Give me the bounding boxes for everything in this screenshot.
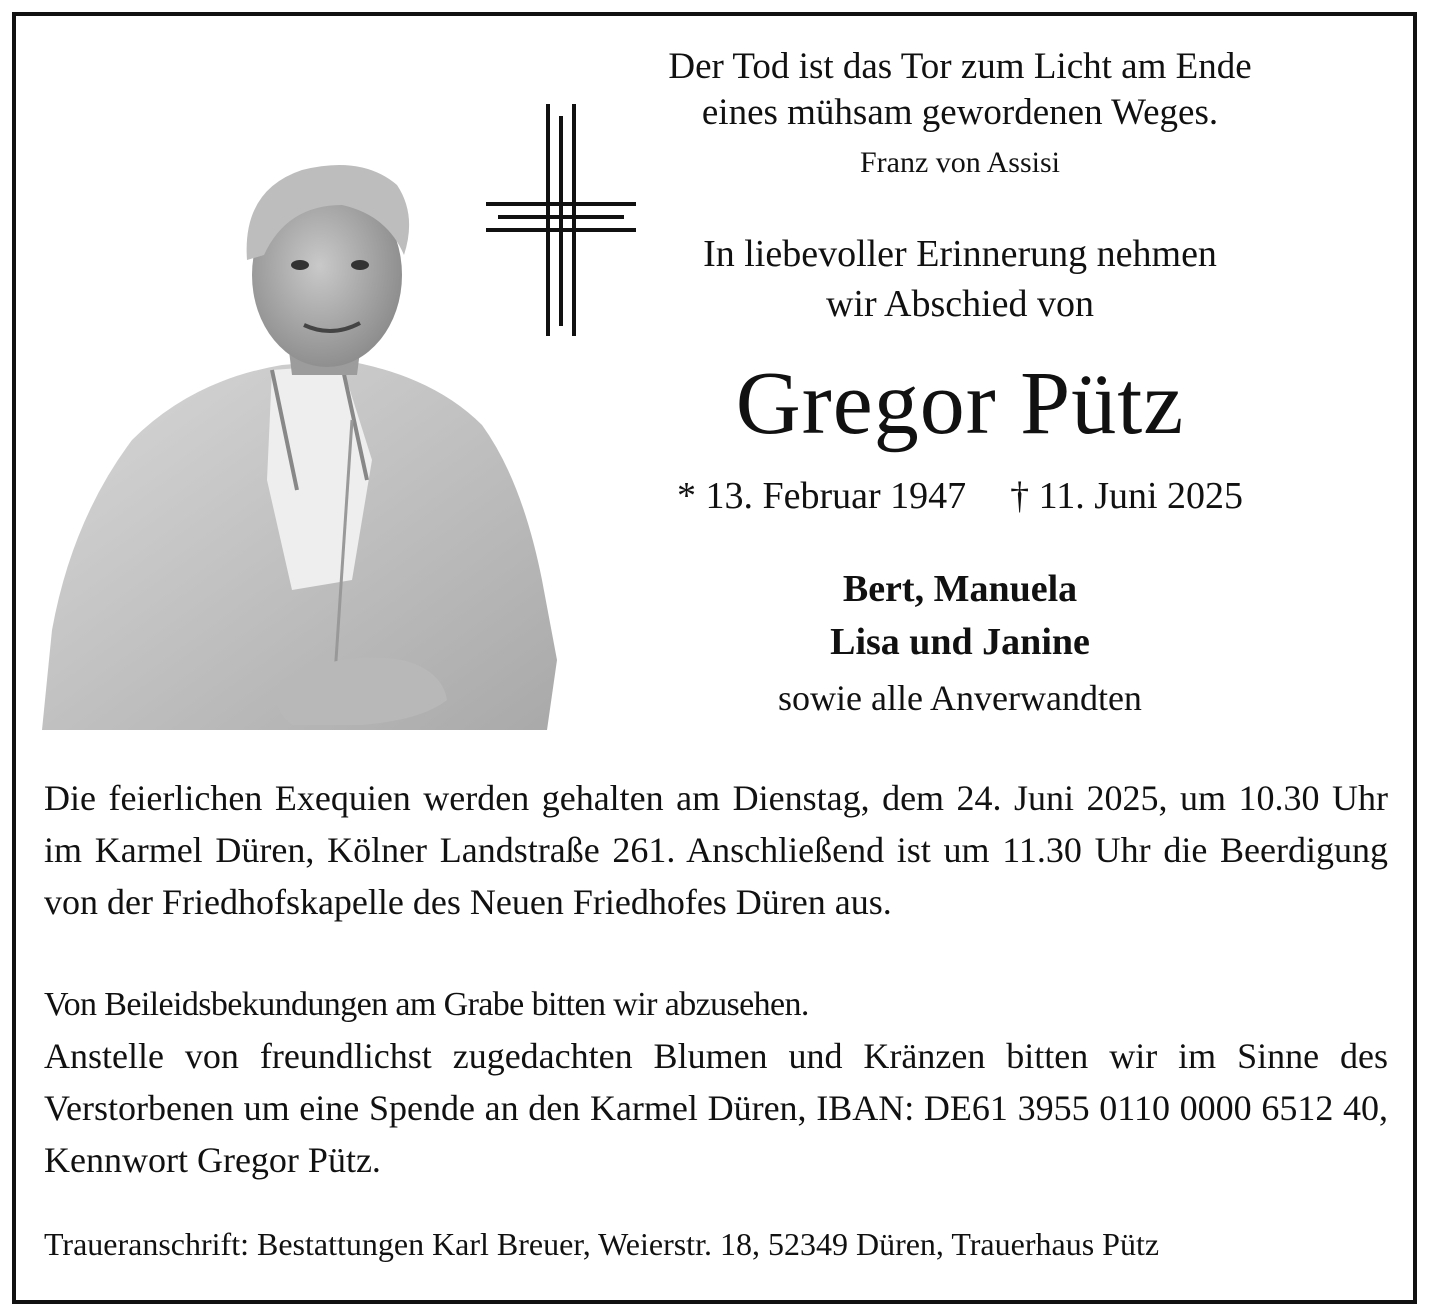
condolence-note: Von Beileidsbekundungen am Grabe bitten wir abzusehen. bbox=[44, 986, 809, 1023]
donation-note: Anstelle von freundlichst zugedachten Blumen und Kränzen bitten wir im Sinne des Verstorbenen um eine Spende an den Karmel Düren, IBAN: DE61 3955 0110 0000 6512 40, Kennwort Gregor Pütz. bbox=[44, 1036, 1388, 1180]
quote-author: Franz von Assisi bbox=[859, 146, 1060, 179]
quote-line-1: Der Tod ist das Tor zum Licht am Ende bbox=[668, 46, 1252, 87]
service-details: Die feierlichen Exequien werden gehalten am Dienstag, dem 24. Juni 2025, um 10.30 Uhr im Karmel Düren, Kölner Landstraße 261. Anschließend ist um 11.30 Uhr die Beerdigung von der Friedhofskapelle des Neuen Friedhofes Düren aus. bbox=[44, 778, 1388, 922]
deceased-name: Gregor Pütz bbox=[735, 354, 1185, 453]
mourners-line-1: Bert, Manuela bbox=[842, 568, 1078, 610]
life-dates bbox=[560, 474, 1360, 518]
birth-date: * 13. Februar 1947 bbox=[676, 475, 967, 517]
intro-line-2: wir Abschied von bbox=[825, 283, 1095, 325]
mourners-line-2: Lisa und Janine bbox=[830, 621, 1090, 663]
intro-line-1: In liebevoller Erinnerung nehmen bbox=[703, 233, 1217, 275]
mourners-line-3: sowie alle Anverwandten bbox=[778, 678, 1142, 718]
mourning-address: Traueranschrift: Bestattungen Karl Breuer, Weierstr. 18, 52349 Düren, Trauerhaus Pütz bbox=[44, 1226, 1160, 1262]
death-date: † 11. Juni 2025 bbox=[1010, 475, 1244, 517]
quote-line-2: eines mühsam gewordenen Weges. bbox=[701, 92, 1219, 133]
